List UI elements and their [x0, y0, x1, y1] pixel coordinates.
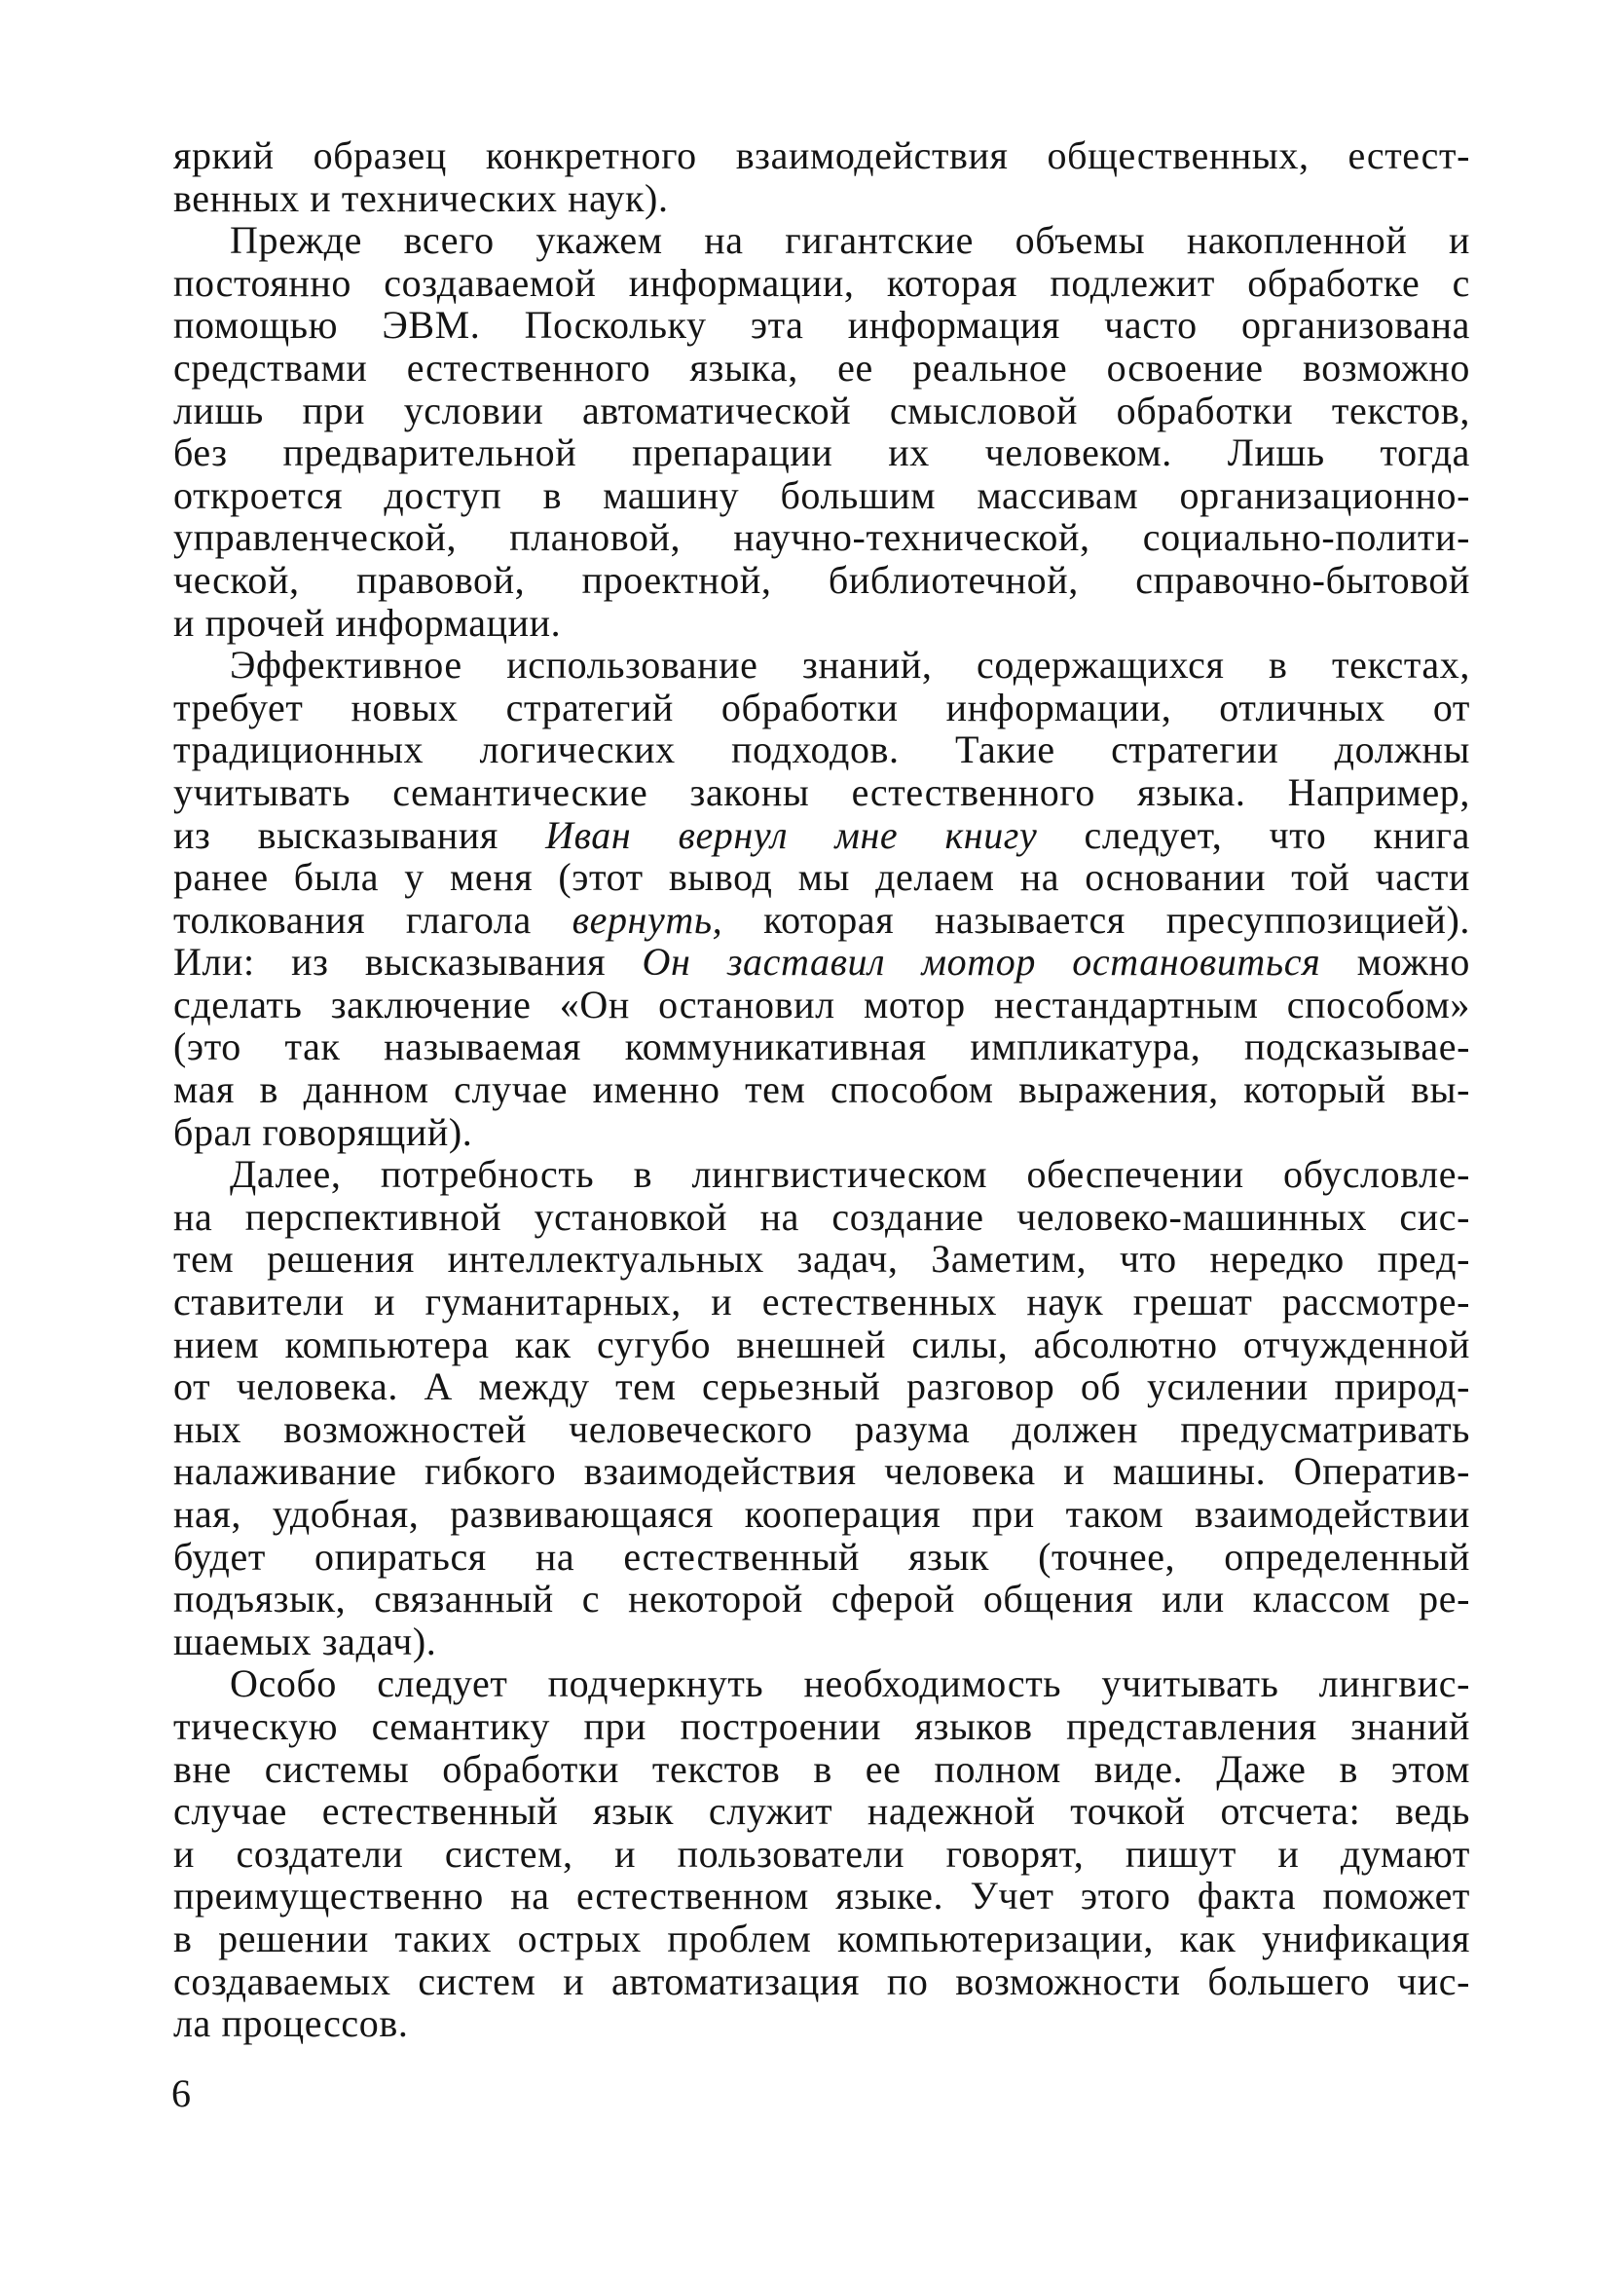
text-run: вне системы обработки текстов в ее полном виде. Даже в этом: [173, 1746, 1470, 1791]
text-run: Или: из высказывания: [173, 940, 643, 985]
text-run: венных и технических наук).: [173, 175, 669, 220]
text-run: подъязык, связанный с некоторой сферой общения или классом ре-: [173, 1577, 1470, 1621]
text-run: от человека. А между тем серьезный разговор об усилении природ-: [173, 1364, 1470, 1409]
text-run: Эффективное использование знаний, содержащихся в текстах,: [230, 643, 1470, 688]
text-line: [173, 219, 1470, 262]
text-line: [173, 1748, 1470, 1791]
text-run: ная, удобная, развивающаяся кооперация при таком взаимодействии: [173, 1492, 1470, 1536]
text-run: Далее, потребность в лингвистическом обеспечении обусловле-: [230, 1152, 1470, 1197]
paragraph: [173, 1153, 1470, 1662]
text-run: тем решения интеллектуальных задач, Заметим, что нередко пред-: [173, 1237, 1470, 1282]
text-line: [173, 474, 1470, 517]
text-line: [173, 1196, 1470, 1239]
text-run: требует новых стратегий обработки информации, отличных от: [173, 685, 1470, 729]
text-line: [173, 984, 1470, 1026]
text-line: [173, 1621, 1470, 1663]
text-line: [173, 1578, 1470, 1621]
text-run: можно: [1320, 940, 1470, 985]
text-line: [173, 1705, 1470, 1748]
text-line: [173, 1918, 1470, 1960]
text-line: [173, 134, 1470, 177]
text-line: [173, 644, 1470, 687]
text-line: [173, 1238, 1470, 1281]
text-line: [173, 516, 1470, 559]
text-run: ных возможностей человеческого разума должен предусматривать: [173, 1406, 1470, 1451]
text-run: нием компьютера как сугубо внешней силы, абсолютно отчужденной: [173, 1322, 1470, 1366]
text-line: [173, 1153, 1470, 1196]
text-line: [173, 856, 1470, 899]
paragraph: [173, 644, 1470, 1153]
text-line: [173, 390, 1470, 432]
text-run: Прежде всего укажем на гигантские объемы накопленной и: [230, 218, 1470, 263]
text-run: мая в данном случае именно тем способом выражения, который вы-: [173, 1067, 1470, 1112]
text-line: [173, 1536, 1470, 1579]
text-run: помощью ЭВМ. Поскольку эта информация часто организована: [173, 303, 1470, 348]
text-run: и создатели систем, и пользователи говорят, пишут и думают: [173, 1831, 1470, 1876]
paragraph: [173, 219, 1470, 644]
text-line: [173, 687, 1470, 729]
text-run: управленческой, плановой, научно-технической, социально-полити-: [173, 515, 1470, 560]
text-run: ставители и гуманитарных, и естественных наук грешат рассмотре-: [173, 1280, 1470, 1324]
text-run: средствами естественного языка, ее реальное освоение возможно: [173, 345, 1470, 390]
text-line: [173, 1790, 1470, 1833]
text-run: учитывать семантические законы естественного языка. Например,: [173, 769, 1470, 814]
text-line: [173, 1493, 1470, 1536]
text-line: [173, 2002, 1470, 2045]
text-run: создаваемых систем и автоматизация по возможности большего чис-: [173, 1958, 1470, 2003]
text-line: [173, 602, 1470, 645]
text-run: лишь при условии автоматической смысловой обработки текстов,: [173, 388, 1470, 432]
paragraph: [173, 1662, 1470, 2044]
text-run: сделать заключение «Он остановил мотор нестандартным способом»: [173, 982, 1470, 1026]
page-number: 6: [171, 2071, 191, 2115]
text-line: [173, 1323, 1470, 1366]
body-text: [173, 134, 1470, 2045]
text-run: ранее была у меня (этот вывод мы делаем на основании той части: [173, 855, 1470, 900]
text-run: случае естественный язык служит надежной точкой отсчета: ведь: [173, 1789, 1470, 1834]
text-run: толкования глагола: [173, 897, 572, 942]
text-run: преимущественно на естественном языке. Учет этого факта поможет: [173, 1874, 1470, 1919]
text-line: [173, 304, 1470, 347]
text-run: яркий образец конкретного взаимодействия общественных, естест-: [173, 133, 1470, 177]
text-run: постоянно создаваемой информации, которая подлежит обработке с: [173, 260, 1470, 305]
text-line: [173, 262, 1470, 305]
text-line: [173, 1025, 1470, 1068]
text-run: которая называется пресуппозицией).: [722, 897, 1470, 942]
text-run: на перспективной установкой на создание человеко-машинных сис-: [173, 1194, 1470, 1239]
text-line: [173, 1408, 1470, 1451]
text-line: [173, 1365, 1470, 1408]
text-run: Особо следует подчеркнуть необходимость учитывать лингвис-: [230, 1661, 1470, 1706]
text-line: [173, 1281, 1470, 1323]
text-run: из высказывания: [173, 812, 546, 857]
text-line: [173, 1111, 1470, 1154]
text-line: [173, 899, 1470, 942]
text-run: ческой, правовой, проектной, библиотечной, справочно-бытовой: [173, 557, 1470, 602]
text-line: [173, 814, 1470, 857]
text-line: [173, 431, 1470, 474]
text-run: в решении таких острых проблем компьютеризации, как унификация: [173, 1916, 1470, 1960]
text-run: откроется доступ в машину большим массивам организационно-: [173, 472, 1470, 517]
paragraph: [173, 134, 1470, 219]
text-run: налаживание гибкого взаимодействия человека и машины. Оператив-: [173, 1449, 1470, 1494]
text-run: шаемых задач).: [173, 1619, 437, 1663]
text-run: следует, что книга: [1037, 812, 1470, 857]
text-run: будет опираться на естественный язык (точнее, определенный: [173, 1534, 1470, 1579]
text-line: [173, 1662, 1470, 1705]
text-line: [173, 1875, 1470, 1918]
text-line: [173, 1450, 1470, 1493]
text-run: без предварительной препарации их человеком. Лишь тогда: [173, 430, 1470, 475]
italic-example: Он заставил мотор остановиться: [642, 940, 1321, 985]
text-line: [173, 771, 1470, 814]
text-line: [173, 347, 1470, 390]
text-run: (это так называемая коммуникативная импликатура, подсказывае-: [173, 1025, 1470, 1069]
text-line: [173, 728, 1470, 771]
text-line: [173, 1068, 1470, 1111]
text-line: [173, 177, 1470, 220]
text-run: тическую семантику при построении языков представления знаний: [173, 1703, 1470, 1748]
text-run: и прочей информации.: [173, 600, 562, 645]
text-line: [173, 559, 1470, 602]
text-line: [173, 1960, 1470, 2003]
text-line: [173, 941, 1470, 984]
text-run: брал говорящий).: [173, 1109, 473, 1154]
text-run: ла процессов.: [173, 2001, 409, 2046]
italic-example: Иван вернул мне книгу: [545, 812, 1038, 857]
text-run: традиционных логических подходов. Такие стратегии должны: [173, 727, 1470, 772]
italic-example: вернуть,: [572, 897, 723, 942]
text-line: [173, 1833, 1470, 1876]
